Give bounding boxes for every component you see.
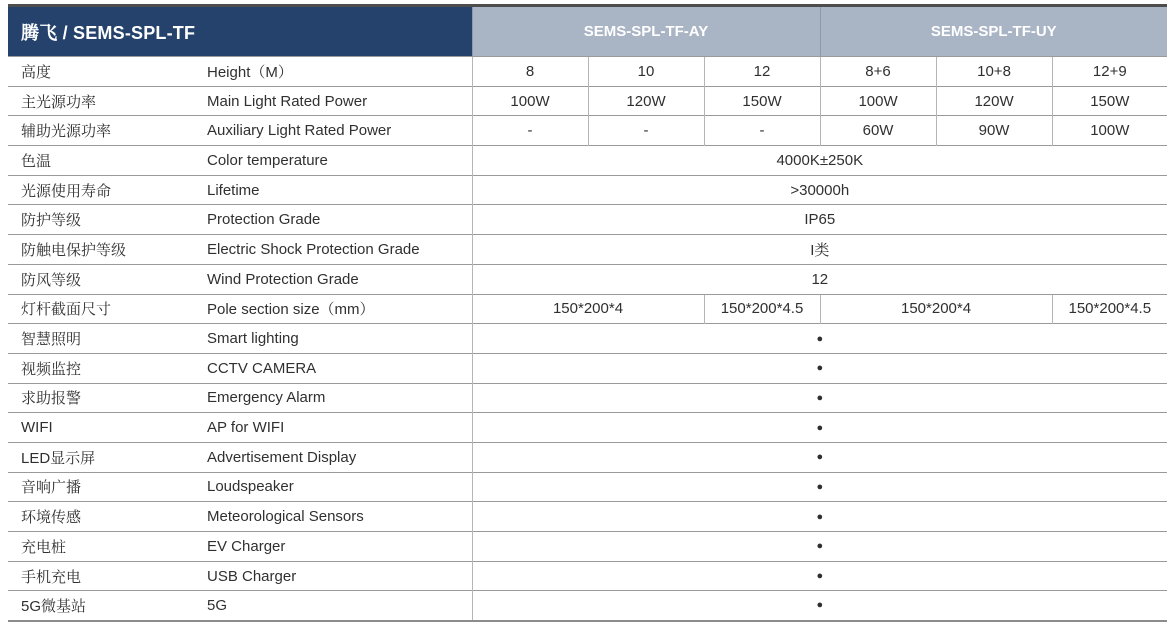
feature-dot: ● <box>472 353 1167 383</box>
spec-row <box>8 353 1167 383</box>
value-cell: 120W <box>588 86 704 116</box>
value-cell: 100W <box>1052 116 1167 146</box>
spec-row <box>8 383 1167 413</box>
spec-row <box>8 532 1167 562</box>
label-en: Height（M） <box>205 57 472 87</box>
column-group-ay: SEMS-SPL-TF-AY <box>472 6 820 57</box>
spec-row <box>8 235 1167 265</box>
value-cell: 4000K±250K <box>472 146 1167 176</box>
label-en: Wind Protection Grade <box>205 264 472 294</box>
label-en: Advertisement Display <box>205 442 472 472</box>
spec-row <box>8 591 1167 621</box>
value-cell: 120W <box>936 86 1052 116</box>
label-en: Smart lighting <box>205 324 472 354</box>
label-zh: 防护等级 <box>8 205 205 235</box>
value-cell: 150W <box>1052 86 1167 116</box>
spec-row <box>8 324 1167 354</box>
label-en: Main Light Rated Power <box>205 86 472 116</box>
label-zh: 智慧照明 <box>8 324 205 354</box>
spec-row <box>8 146 1167 176</box>
spec-row <box>8 205 1167 235</box>
spec-row <box>8 502 1167 532</box>
spec-row <box>8 86 1167 116</box>
value-cell: IP65 <box>472 205 1167 235</box>
label-zh: 5G微基站 <box>8 591 205 621</box>
column-group-uy: SEMS-SPL-TF-UY <box>820 6 1167 57</box>
value-cell: - <box>704 116 820 146</box>
label-en: Auxiliary Light Rated Power <box>205 116 472 146</box>
value-cell: 150*200*4 <box>472 294 704 324</box>
label-zh: 灯杆截面尺寸 <box>8 294 205 324</box>
feature-dot: ● <box>472 383 1167 413</box>
value-cell: - <box>472 116 588 146</box>
feature-dot: ● <box>472 502 1167 532</box>
label-zh: 视频监控 <box>8 353 205 383</box>
spec-row <box>8 57 1167 87</box>
value-cell: 150*200*4.5 <box>704 294 820 324</box>
value-cell: 150*200*4 <box>820 294 1052 324</box>
spec-row <box>8 264 1167 294</box>
label-zh: 辅助光源功率 <box>8 116 205 146</box>
value-cell: 150W <box>704 86 820 116</box>
label-en: AP for WIFI <box>205 413 472 443</box>
label-en: CCTV CAMERA <box>205 353 472 383</box>
feature-dot: ● <box>472 442 1167 472</box>
value-cell: 90W <box>936 116 1052 146</box>
value-cell: 10 <box>588 57 704 87</box>
label-zh: 主光源功率 <box>8 86 205 116</box>
label-zh: 音响广播 <box>8 472 205 502</box>
label-en: Meteorological Sensors <box>205 502 472 532</box>
label-en: Color temperature <box>205 146 472 176</box>
feature-dot: ● <box>472 324 1167 354</box>
spec-row <box>8 561 1167 591</box>
label-en: Electric Shock Protection Grade <box>205 235 472 265</box>
spec-row <box>8 175 1167 205</box>
label-en: EV Charger <box>205 532 472 562</box>
value-cell: 60W <box>820 116 936 146</box>
spec-row <box>8 472 1167 502</box>
value-cell: 12+9 <box>1052 57 1167 87</box>
label-en: Emergency Alarm <box>205 383 472 413</box>
spec-row <box>8 442 1167 472</box>
value-cell: - <box>588 116 704 146</box>
label-en: 5G <box>205 591 472 621</box>
label-en: USB Charger <box>205 561 472 591</box>
label-zh: 环境传感 <box>8 502 205 532</box>
feature-dot: ● <box>472 532 1167 562</box>
label-zh: 求助报警 <box>8 383 205 413</box>
spec-row <box>8 294 1167 324</box>
feature-dot: ● <box>472 561 1167 591</box>
label-zh: 防触电保护等级 <box>8 235 205 265</box>
value-cell: 10+8 <box>936 57 1052 87</box>
label-en: Pole section size（mm） <box>205 294 472 324</box>
label-zh: 充电桩 <box>8 532 205 562</box>
label-zh: 防风等级 <box>8 264 205 294</box>
label-en: Lifetime <box>205 175 472 205</box>
label-zh: 光源使用寿命 <box>8 175 205 205</box>
value-cell: 100W <box>472 86 588 116</box>
label-zh: 高度 <box>8 57 205 87</box>
value-cell: 12 <box>704 57 820 87</box>
feature-dot: ● <box>472 413 1167 443</box>
label-zh: WIFI <box>8 413 205 443</box>
value-cell: 150*200*4.5 <box>1052 294 1167 324</box>
value-cell: >30000h <box>472 175 1167 205</box>
value-cell: 8+6 <box>820 57 936 87</box>
value-cell: 100W <box>820 86 936 116</box>
feature-dot: ● <box>472 591 1167 621</box>
label-zh: 色温 <box>8 146 205 176</box>
value-cell: I类 <box>472 235 1167 265</box>
spec-rows <box>8 57 1167 621</box>
value-cell: 8 <box>472 57 588 87</box>
label-en: Protection Grade <box>205 205 472 235</box>
spec-row <box>8 413 1167 443</box>
header-row <box>8 6 1167 57</box>
label-en: Loudspeaker <box>205 472 472 502</box>
spec-row <box>8 116 1167 146</box>
spec-table <box>8 4 1167 622</box>
label-zh: LED显示屏 <box>8 442 205 472</box>
label-zh: 手机充电 <box>8 561 205 591</box>
product-title: 腾飞 / SEMS-SPL-TF <box>8 6 472 57</box>
value-cell: 12 <box>472 264 1167 294</box>
feature-dot: ● <box>472 472 1167 502</box>
